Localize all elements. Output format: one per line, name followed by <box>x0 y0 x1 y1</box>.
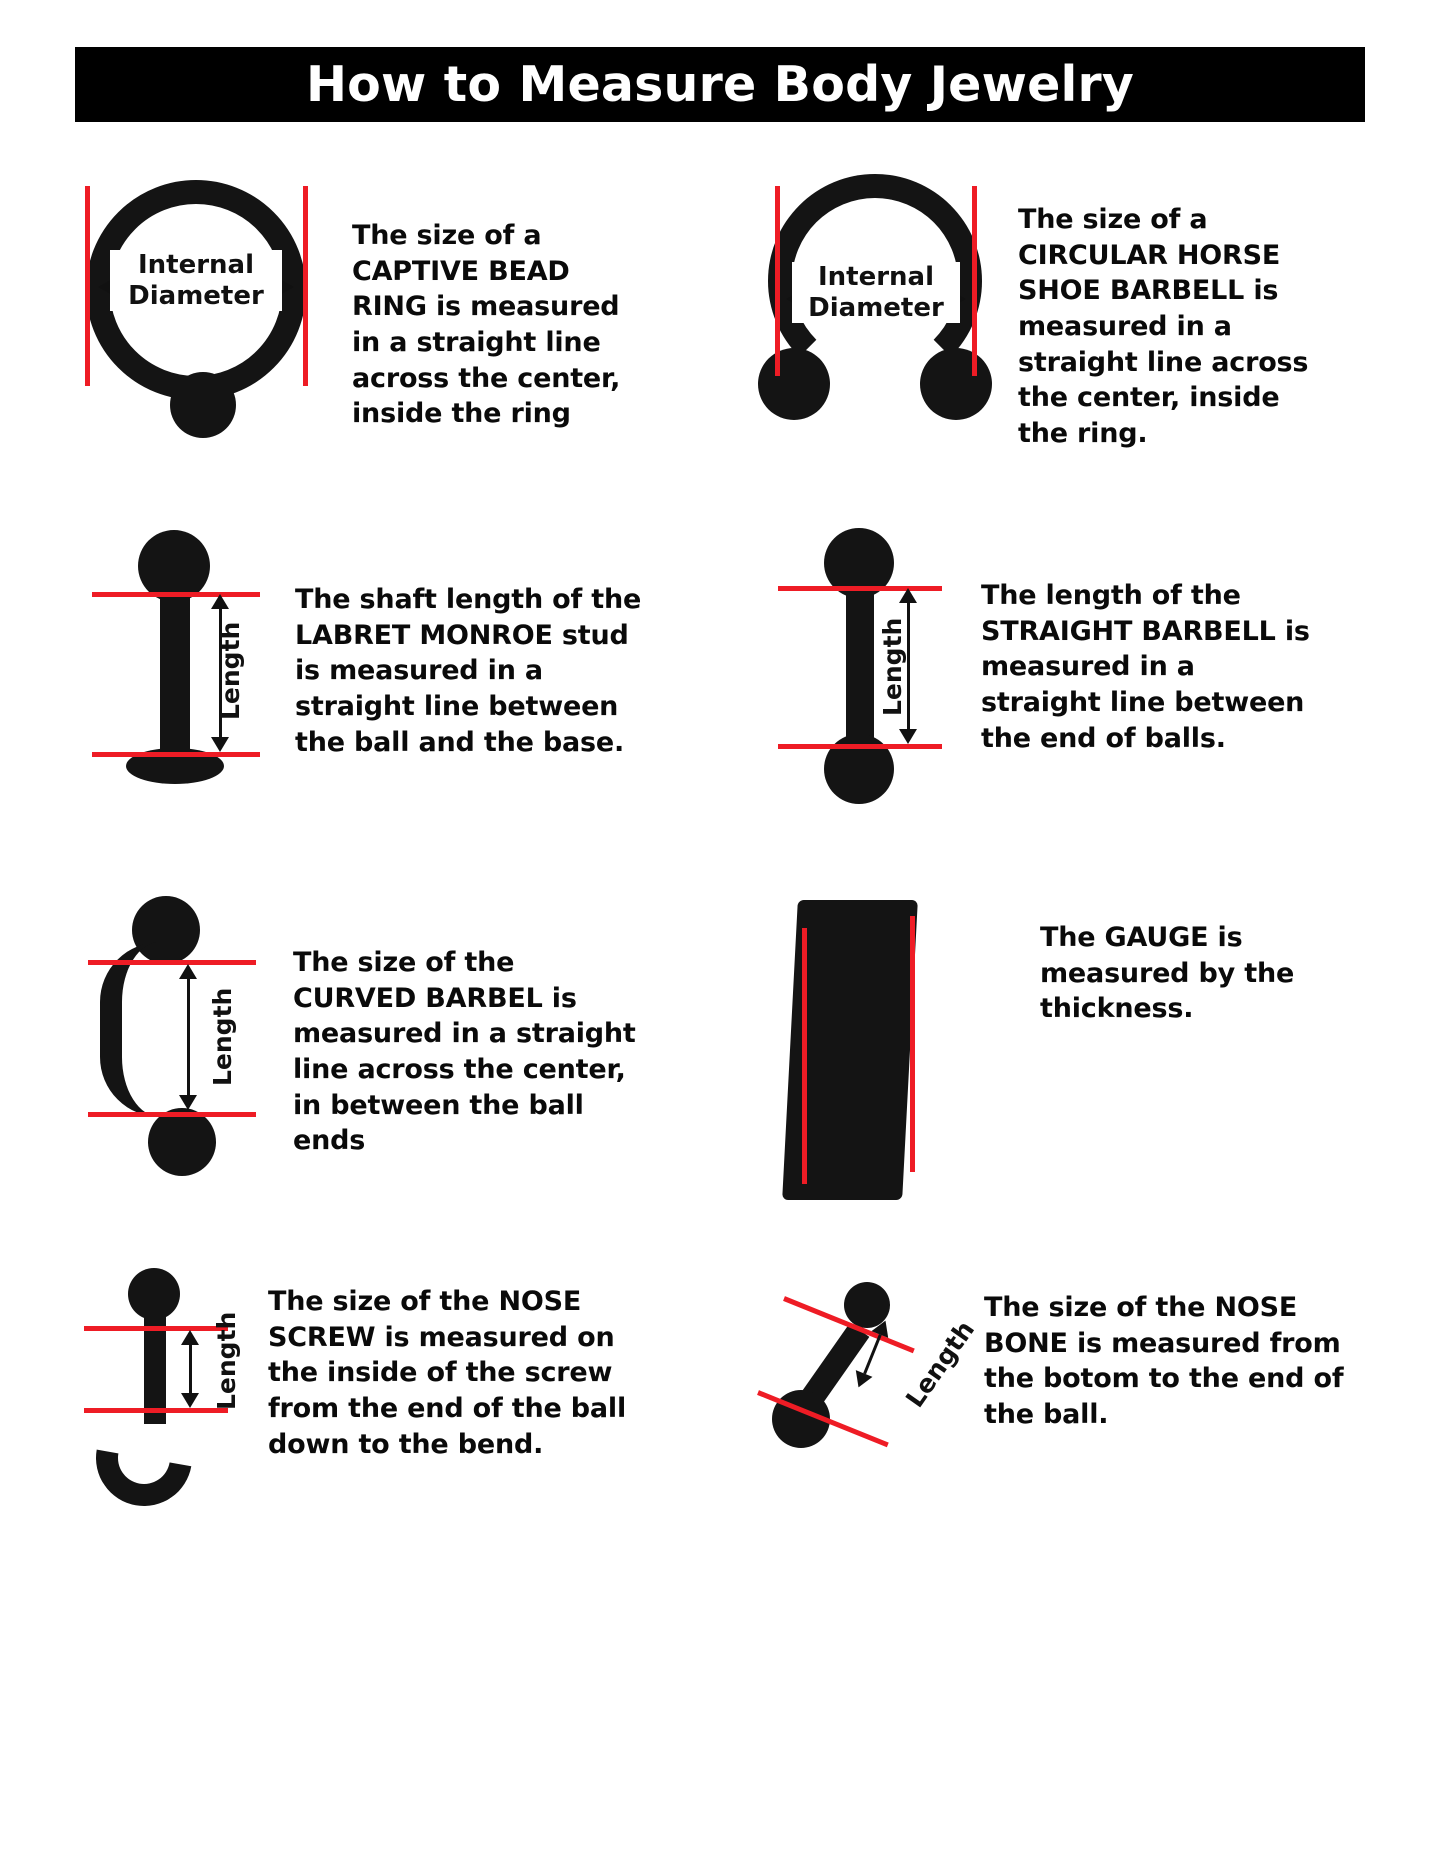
measure-line-bottom <box>88 1112 256 1117</box>
row-nose-jewelry <box>40 1260 1405 1590</box>
measure-line-bottom <box>92 752 260 757</box>
arrow-up-icon <box>872 1317 894 1338</box>
length-arrow <box>178 964 198 1110</box>
nose-screw-diagram <box>60 1260 260 1540</box>
measure-line-right <box>910 916 915 1172</box>
section-nose-bone <box>740 1260 1405 1590</box>
measure-line-bottom <box>84 1408 228 1413</box>
section-straight-barbell <box>740 520 1405 890</box>
arrow-stem <box>189 1345 192 1393</box>
measure-line-right <box>303 186 308 386</box>
gauge-thickness-diagram <box>750 890 1010 1220</box>
arrow-up-icon <box>211 594 229 609</box>
measure-line-top <box>84 1326 228 1331</box>
measure-line-bottom <box>778 744 942 749</box>
arrow-down-icon <box>181 1393 199 1408</box>
length-label: Length <box>208 987 237 1086</box>
section-labret-monroe <box>40 520 740 890</box>
measure-line-left <box>802 928 807 1184</box>
nose-bone-caption: The size of the NOSE BONE is measured from the botom to the end of the ball. <box>984 1292 1344 1430</box>
circular-horseshoe-barbell-diagram <box>750 160 1000 480</box>
row-curved-gauge <box>40 890 1405 1260</box>
measure-line-left <box>85 186 90 386</box>
arrow-stem <box>187 979 190 1095</box>
section-captive-bead-ring <box>40 160 740 520</box>
internal-diameter-label: Internal Diameter <box>110 250 282 311</box>
row-straight-studs <box>40 520 1405 890</box>
circular-horseshoe-barbell-caption: The size of a CIRCULAR HORSE SHOE BARBELL is measured in a straight line across the center, inside the ring. <box>1018 204 1309 449</box>
page-title-bar <box>75 47 1365 122</box>
page-title: How to Measure Body Jewelry <box>305 56 1135 113</box>
length-label: Length <box>900 1315 981 1413</box>
arrow-down-icon <box>850 1370 872 1391</box>
straight-barbell-caption: The length of the STRAIGHT BARBELL is measured in a straight line between the end of balls. <box>981 580 1310 754</box>
section-nose-screw <box>40 1260 740 1590</box>
curved-barbell-caption: The size of the CURVED BARBEL is measured in a straight line across the center, in between the ball ends <box>293 947 636 1157</box>
labret-monroe-caption: The shaft length of the LABRET MONROE stud is measured in a straight line between the ball and the base. <box>295 584 642 758</box>
section-curved-barbell <box>40 890 740 1260</box>
nose-screw-caption: The size of the NOSE SCREW is measured on the inside of the screw from the end of the ball down to the bend. <box>268 1286 627 1460</box>
length-label: Length <box>212 1311 241 1410</box>
diagram-grid <box>40 160 1405 1590</box>
captive-bead-ring-diagram <box>60 160 330 480</box>
captive-bead-ring-caption: The size of a CAPTIVE BEAD RING is measured in a straight line across the center, inside the ring <box>352 220 621 430</box>
arrow-down-icon <box>179 1095 197 1110</box>
measure-line-top <box>88 960 256 965</box>
ring-bead <box>170 372 236 438</box>
measure-line-right <box>972 186 977 376</box>
arrow-up-icon <box>181 1330 199 1345</box>
arrow-down-icon <box>899 729 917 744</box>
screw-shaft <box>144 1304 166 1424</box>
section-circular-horse-shoe-barbell <box>740 160 1405 520</box>
arrow-up-icon <box>179 964 197 979</box>
stud-shaft <box>160 582 190 760</box>
measure-line-top <box>92 592 260 597</box>
nose-bone-diagram <box>750 1260 981 1500</box>
arrow-down-icon <box>211 737 229 752</box>
internal-diameter-label: Internal Diameter <box>792 262 960 323</box>
arrow-up-icon <box>899 588 917 603</box>
row-rings <box>40 160 1405 520</box>
gauge-caption: The GAUGE is measured by the thickness. <box>1040 922 1295 1025</box>
measure-line-left <box>775 186 780 376</box>
curved-ball-bottom <box>148 1108 216 1176</box>
horseshoe-ball-right <box>920 348 992 420</box>
length-label: Length <box>878 617 907 716</box>
labret-monroe-stud-diagram <box>60 520 275 850</box>
curved-barbell-diagram <box>60 890 275 1220</box>
length-label: Length <box>216 621 245 720</box>
straight-barbell-diagram <box>750 520 965 850</box>
section-gauge <box>740 890 1405 1260</box>
length-arrow <box>180 1330 200 1408</box>
arrow-stem <box>863 1334 882 1374</box>
curved-shaft <box>100 942 190 1117</box>
horseshoe-ball-left <box>758 348 830 420</box>
barbell-shaft <box>846 578 874 748</box>
